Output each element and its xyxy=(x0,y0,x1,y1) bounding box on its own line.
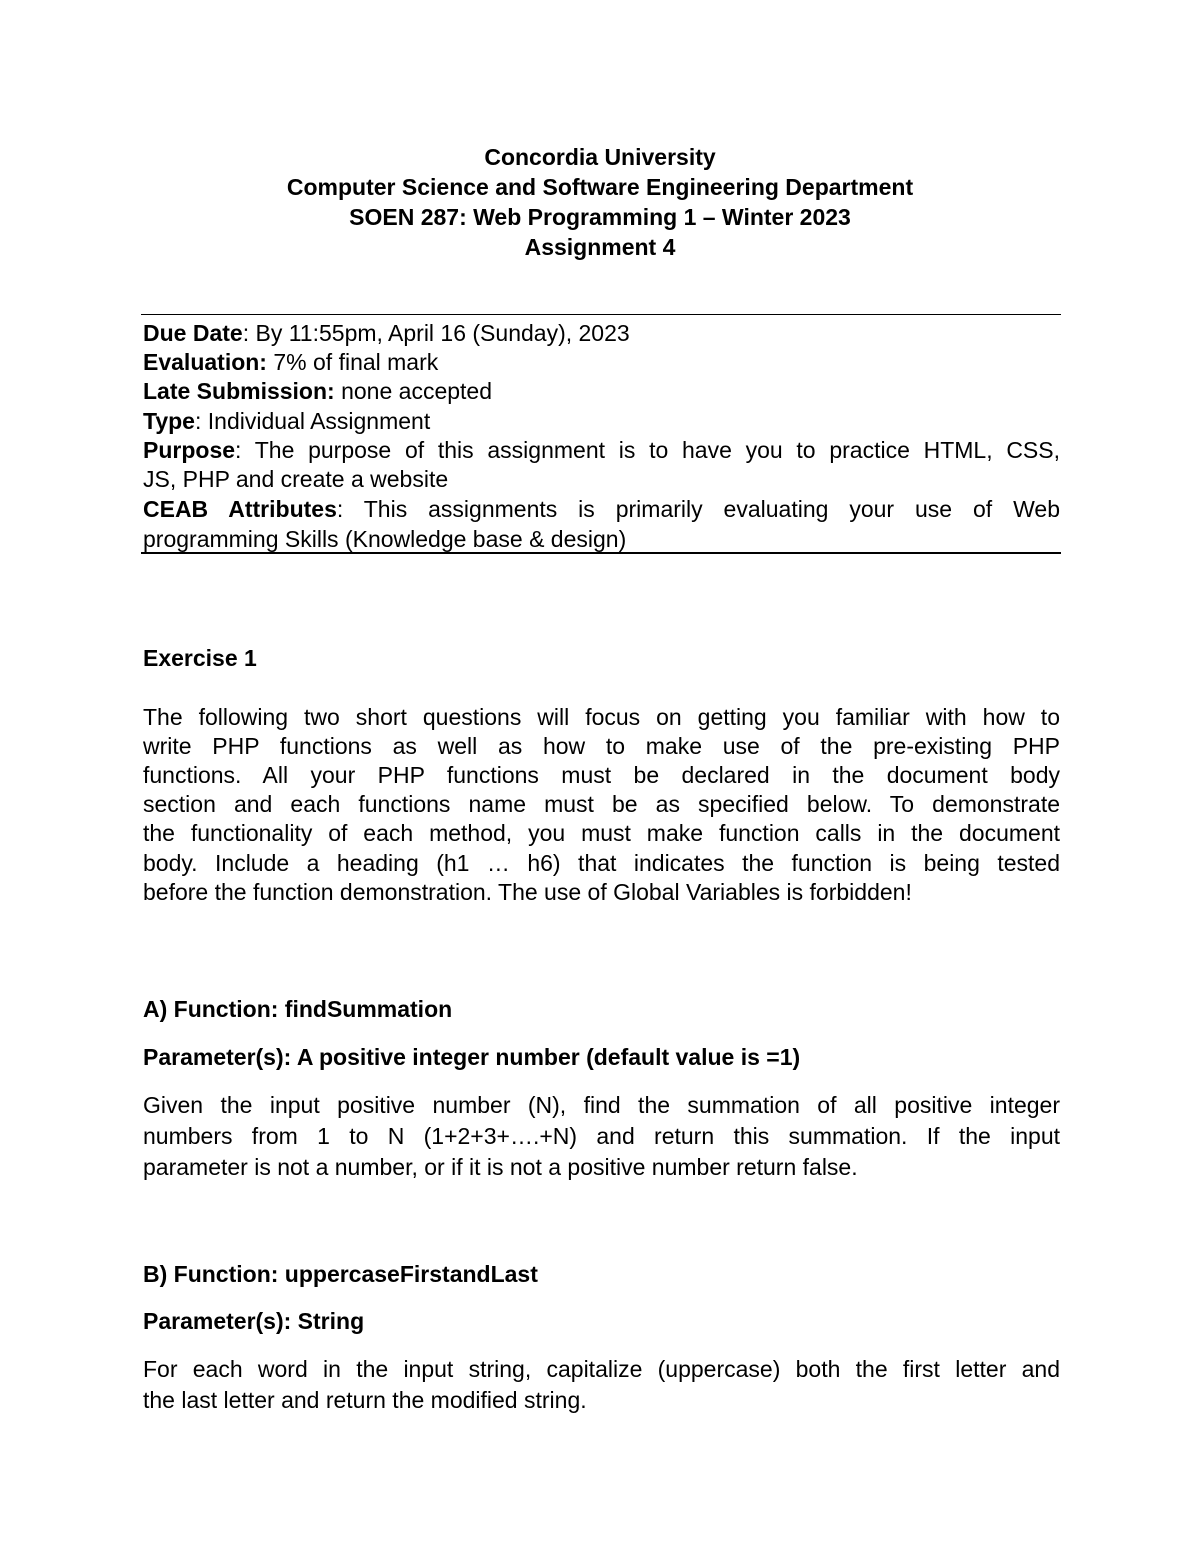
ceab-line-1 xyxy=(143,496,1060,523)
late-submission-value: none accepted xyxy=(334,378,492,404)
ceab-line-2: programming Skills (Knowledge base & design) xyxy=(143,526,627,552)
course-title: SOEN 287: Web Programming 1 – Winter 2023 xyxy=(349,204,851,230)
university-name: Concordia University xyxy=(484,144,716,170)
due-date-line xyxy=(143,320,630,347)
function-b-title: B) Function: uppercaseFirstandLast xyxy=(143,1261,538,1287)
purpose-label: Purpose xyxy=(143,437,236,463)
function-b-params: Parameter(s): String xyxy=(143,1308,365,1334)
function-a-title: A) Function: findSummation xyxy=(143,996,453,1022)
function-a-desc-line: parameter is not a number, or if it is not a positive number return false. xyxy=(143,1154,858,1180)
intro-line: before the function demonstration. The use of Global Variables is forbidden! xyxy=(143,879,912,905)
type-label: Type xyxy=(143,408,195,434)
function-b-desc-line: the last letter and return the modified string. xyxy=(143,1387,587,1413)
type-line xyxy=(143,408,430,435)
intro-line: body. Include a heading (h1 … h6) that indicates the function is being tested xyxy=(143,850,1060,876)
purpose-line-2: JS, PHP and create a website xyxy=(143,466,449,492)
type-value: : Individual Assignment xyxy=(194,408,431,434)
intro-line: write PHP functions as well as how to make use of the pre-existing PHP xyxy=(143,733,1060,759)
function-a-desc-line: numbers from 1 to N (1+2+3+….+N) and return this summation. If the input xyxy=(143,1123,1060,1149)
ceab-text-1: : This assignments is primarily evaluating your use of Web xyxy=(336,496,1060,522)
intro-line: The following two short questions will focus on getting you familiar with how to xyxy=(143,704,1060,730)
evaluation-value: 7% of final mark xyxy=(266,349,439,375)
late-submission-label: Late Submission: xyxy=(143,378,335,404)
intro-line: functions. All your PHP functions must be declared in the document body xyxy=(143,762,1060,788)
due-date-label: Due Date xyxy=(143,320,243,346)
purpose-line-1 xyxy=(143,437,1060,464)
evaluation-label: Evaluation: xyxy=(143,349,267,375)
intro-line: section and each functions name must be as specified below. To demonstrate xyxy=(143,791,1060,817)
bottom-rule xyxy=(141,552,1061,554)
purpose-text-1: : The purpose of this assignment is to have you to practice HTML, CSS, xyxy=(235,437,1060,463)
evaluation-line xyxy=(143,349,438,376)
assignment-title: Assignment 4 xyxy=(524,234,676,260)
intro-line: the functionality of each method, you must make function calls in the document xyxy=(143,820,1060,846)
late-submission-line xyxy=(143,378,492,405)
ceab-label: CEAB Attributes xyxy=(143,496,337,522)
due-date-value: : By 11:55pm, April 16 (Sunday), 2023 xyxy=(242,320,630,346)
top-rule xyxy=(141,314,1061,315)
function-b-desc-line: For each word in the input string, capitalize (uppercase) both the first letter and xyxy=(143,1356,1060,1382)
function-a-desc-line: Given the input positive number (N), find the summation of all positive integer xyxy=(143,1092,1060,1118)
exercise-title: Exercise 1 xyxy=(143,645,257,671)
function-a-params: Parameter(s): A positive integer number (default value is =1) xyxy=(143,1044,801,1070)
department-name: Computer Science and Software Engineering Department xyxy=(286,174,914,200)
